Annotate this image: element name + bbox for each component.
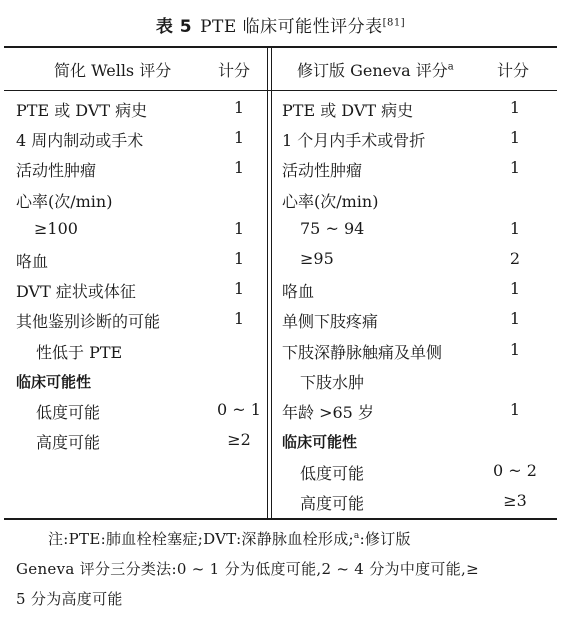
wells-row-score: 1 <box>233 279 245 298</box>
wells-probability-heading: 临床可能性 <box>16 373 92 391</box>
geneva-row-score: 1 <box>509 279 521 298</box>
wells-row-label: 咯血 <box>16 252 49 271</box>
wells-row-label: 性低于 PTE <box>36 343 123 362</box>
footnote-text: :修订版 <box>359 530 411 548</box>
geneva-row-label: 75 ~ 94 <box>300 219 365 238</box>
wells-row-label: 其他鉴别诊断的可能 <box>16 312 161 331</box>
geneva-row-score: 2 <box>509 249 521 268</box>
bottom-rule <box>4 518 557 520</box>
geneva-row-score: 0 ~ 2 <box>493 461 537 480</box>
geneva-row-label: 咯血 <box>282 282 315 301</box>
wells-row-score: 1 <box>233 249 245 268</box>
table-caption <box>0 12 561 37</box>
geneva-header <box>297 58 454 81</box>
geneva-row-label: 1 个月内手术或骨折 <box>282 131 426 150</box>
wells-row-score: 1 <box>233 158 245 177</box>
footnote-line-1 <box>48 528 411 549</box>
geneva-row-score: 1 <box>509 219 521 238</box>
footnote-line-2: Geneva 评分三分类法:0 ~ 1 分为低度可能,2 ~ 4 分为中度可能,≥ <box>16 560 479 578</box>
wells-row-label: PTE 或 DVT 病史 <box>16 101 148 120</box>
geneva-header-text: 修订版 Geneva 评分 <box>297 61 448 80</box>
geneva-row-score: 1 <box>509 340 521 359</box>
wells-row-score: 1 <box>233 98 245 117</box>
geneva-row-score: ≥3 <box>503 491 527 510</box>
geneva-header-sup: a <box>447 61 454 73</box>
footnote-sup: a <box>353 531 360 541</box>
wells-row-label: ≥100 <box>34 219 78 238</box>
geneva-score-header: 计分 <box>497 61 530 80</box>
geneva-row-label: 活动性肿瘤 <box>282 161 363 180</box>
top-rule <box>4 46 557 48</box>
geneva-row-label: 心率(次/min) <box>282 192 379 211</box>
geneva-row-score: 1 <box>509 128 521 147</box>
geneva-row-label: 年龄 >65 岁 <box>282 403 374 422</box>
wells-row-label: 高度可能 <box>36 433 101 452</box>
footnote-line-3: 5 分为高度可能 <box>16 590 123 608</box>
geneva-row-score: 1 <box>509 309 521 328</box>
geneva-row-label: 高度可能 <box>300 494 365 513</box>
wells-row-label: DVT 症状或体征 <box>16 282 136 301</box>
geneva-row-label: 下肢水肿 <box>300 373 365 392</box>
geneva-row-label: 低度可能 <box>300 464 365 483</box>
table-number: 表 5 <box>155 17 193 37</box>
column-divider-left <box>267 47 268 519</box>
footnote-text: 注:PTE:肺血栓栓塞症;DVT:深静脉血栓形成; <box>48 530 354 548</box>
wells-score-header: 计分 <box>218 61 251 80</box>
header-rule <box>4 90 557 91</box>
wells-row-score: 1 <box>233 309 245 328</box>
geneva-row-label: ≥95 <box>300 249 334 268</box>
wells-row-score: ≥2 <box>227 430 251 449</box>
wells-row-label: 4 周内制动或手术 <box>16 131 144 150</box>
wells-row-score: 0 ~ 1 <box>217 400 261 419</box>
wells-row-label: 活动性肿瘤 <box>16 161 97 180</box>
table-title: PTE 临床可能性评分表 <box>200 17 383 37</box>
geneva-row-label: 下肢深静脉触痛及单侧 <box>282 343 443 362</box>
wells-row-label: 心率(次/min) <box>16 192 113 211</box>
column-divider-right <box>271 47 272 519</box>
reference-number: [81] <box>382 17 406 29</box>
geneva-probability-heading: 临床可能性 <box>282 433 358 451</box>
geneva-row-label: PTE 或 DVT 病史 <box>282 101 414 120</box>
geneva-row-score: 1 <box>509 98 521 117</box>
geneva-row-label: 单侧下肢疼痛 <box>282 312 379 331</box>
geneva-row-score: 1 <box>509 158 521 177</box>
wells-row-score: 1 <box>233 219 245 238</box>
wells-row-score: 1 <box>233 128 245 147</box>
wells-header: 简化 Wells 评分 <box>54 61 172 80</box>
geneva-row-score: 1 <box>509 400 521 419</box>
wells-row-label: 低度可能 <box>36 403 101 422</box>
